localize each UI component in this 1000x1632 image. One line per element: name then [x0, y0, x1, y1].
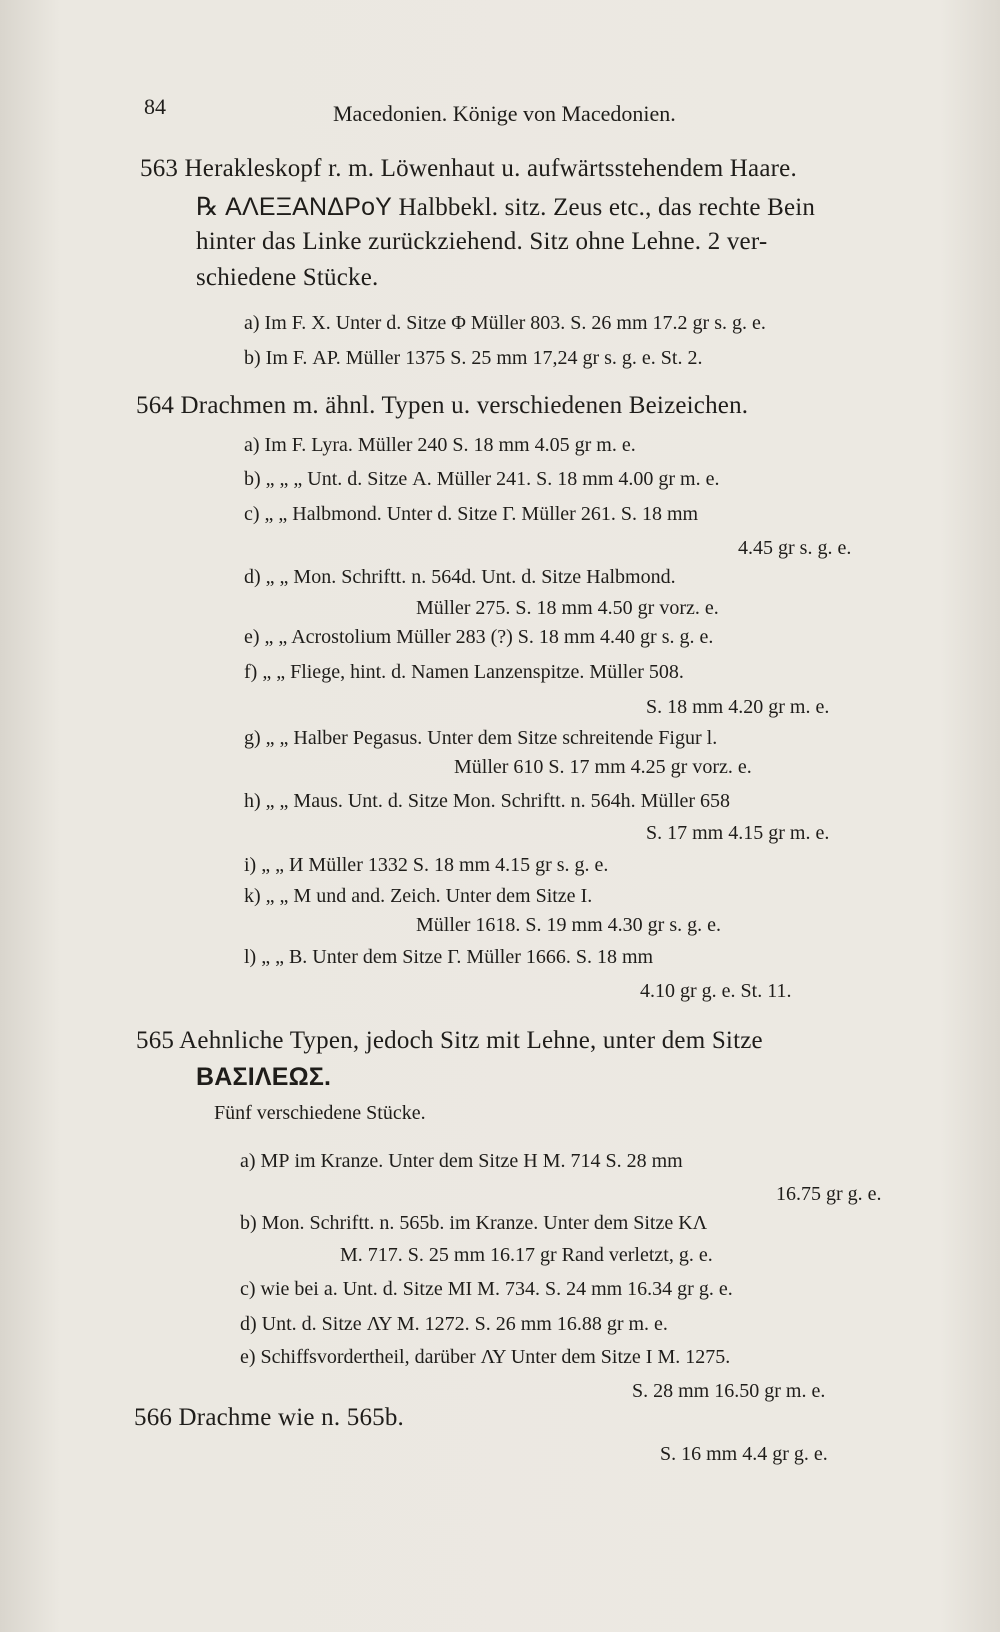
- entry-565-b-cont: M. 717. S. 25 mm 16.17 gr Rand verletzt, g. e.: [340, 1244, 713, 1266]
- entry-564-k: k) „ „ Μ und and. Zeich. Unter dem Sitze Ι.: [244, 885, 593, 907]
- entry-566-line-2: S. 16 mm 4.4 gr g. e.: [660, 1443, 828, 1465]
- entry-564-c: c) „ „ Halbmond. Unter d. Sitze Γ. Müller 261. S. 18 mm: [244, 503, 699, 525]
- entry-564-i: i) „ „ И Müller 1332 S. 18 mm 4.15 gr s. g. e.: [244, 854, 609, 876]
- entry-564-g-cont: Müller 610 S. 17 mm 4.25 gr vorz. e.: [454, 756, 752, 778]
- entry-564-d-cont: Müller 275. S. 18 mm 4.50 gr vorz. e.: [416, 597, 719, 619]
- entry-563-line-1: 563 Herakleskopf r. m. Löwenhaut u. aufwärtsstehendem Haare.: [140, 155, 797, 182]
- entry-565-d: d) Unt. d. Sitze ΛΥ M. 1272. S. 26 mm 16.88 gr m. e.: [240, 1313, 668, 1335]
- entry-564-h: h) „ „ Maus. Unt. d. Sitze Mon. Schriftt. n. 564h. Müller 658: [244, 790, 731, 812]
- entry-563-b: b) Im F. ΑΡ. Müller 1375 S. 25 mm 17,24 gr s. g. e. St. 2.: [244, 347, 703, 369]
- entry-564-d: d) „ „ Mon. Schriftt. n. 564d. Unt. d. Sitze Halbmond.: [244, 566, 676, 588]
- reverse-symbol: ℞: [196, 194, 219, 221]
- entry-565-c: c) wie bei a. Unt. d. Sitze ΜΙ M. 734. S. 24 mm 16.34 gr g. e.: [240, 1278, 733, 1300]
- entry-564-h-cont: S. 17 mm 4.15 gr m. e.: [646, 822, 830, 844]
- entry-564-b: b) „ „ „ Unt. d. Sitze Α. Müller 241. S. 18 mm 4.00 gr m. e.: [244, 468, 720, 490]
- page-number: 84: [144, 94, 166, 119]
- entry-564-l: l) „ „ Β. Unter dem Sitze Γ. Müller 1666. S. 18 mm: [244, 946, 654, 968]
- running-title: Macedonien. Könige von Macedonien.: [333, 101, 676, 126]
- entry-565-line-1: 565 Aehnliche Typen, jedoch Sitz mit Lehne, unter dem Sitze: [136, 1027, 763, 1054]
- greek-legend: ΑΛΕΞΑΝΔΡοΥ: [225, 193, 393, 221]
- entry-564-a: a) Im F. Lyra. Müller 240 S. 18 mm 4.05 gr m. e.: [244, 434, 636, 456]
- entry-563-line-2: [196, 192, 815, 222]
- entry-564-g: g) „ „ Halber Pegasus. Unter dem Sitze schreitende Figur l.: [244, 727, 718, 749]
- entry-564-f-cont: S. 18 mm 4.20 gr m. e.: [646, 696, 830, 718]
- entry-563-line-3: hinter das Linke zurückziehend. Sitz ohne Lehne. 2 ver-: [196, 228, 768, 255]
- entry-565-subhead: Fünf verschiedene Stücke.: [214, 1102, 426, 1124]
- entry-565-greek-title: ΒΑΣΙΛΕΩΣ.: [196, 1063, 332, 1091]
- entry-564-e: e) „ „ Acrostolium Müller 283 (?) S. 18 mm 4.40 gr s. g. e.: [244, 626, 714, 648]
- entry-565-e: e) Schiffsvordertheil, darüber ΛΥ Unter dem Sitze Ι M. 1275.: [240, 1346, 731, 1368]
- entry-565-a: a) ΜΡ im Kranze. Unter dem Sitze Η M. 714 S. 28 mm: [240, 1150, 683, 1172]
- entry-564-c-cont: 4.45 gr s. g. e.: [738, 537, 852, 559]
- entry-563-line-4: schiedene Stücke.: [196, 264, 379, 291]
- entry-564-l-cont: 4.10 gr g. e. St. 11.: [640, 980, 792, 1002]
- entry-565-a-cont: 16.75 gr g. e.: [776, 1183, 882, 1205]
- entry-563-line-2-text: Halbbekl. sitz. Zeus etc., das rechte Bein: [398, 194, 816, 221]
- entry-564-line-1: 564 Drachmen m. ähnl. Typen u. verschiedenen Beizeichen.: [136, 392, 749, 419]
- entry-564-k-cont: Müller 1618. S. 19 mm 4.30 gr s. g. e.: [416, 914, 721, 936]
- entry-566-line-1: 566 Drachme wie n. 565b.: [134, 1404, 405, 1431]
- entry-565-b: b) Mon. Schriftt. n. 565b. im Kranze. Unter dem Sitze ΚΛ: [240, 1212, 708, 1234]
- entry-563-a: a) Im F. Χ. Unter d. Sitze Φ Müller 803. S. 26 mm 17.2 gr s. g. e.: [244, 312, 766, 334]
- entry-564-f: f) „ „ Fliege, hint. d. Namen Lanzenspitze. Müller 508.: [244, 661, 684, 683]
- entry-565-e-cont: S. 28 mm 16.50 gr m. e.: [632, 1380, 826, 1402]
